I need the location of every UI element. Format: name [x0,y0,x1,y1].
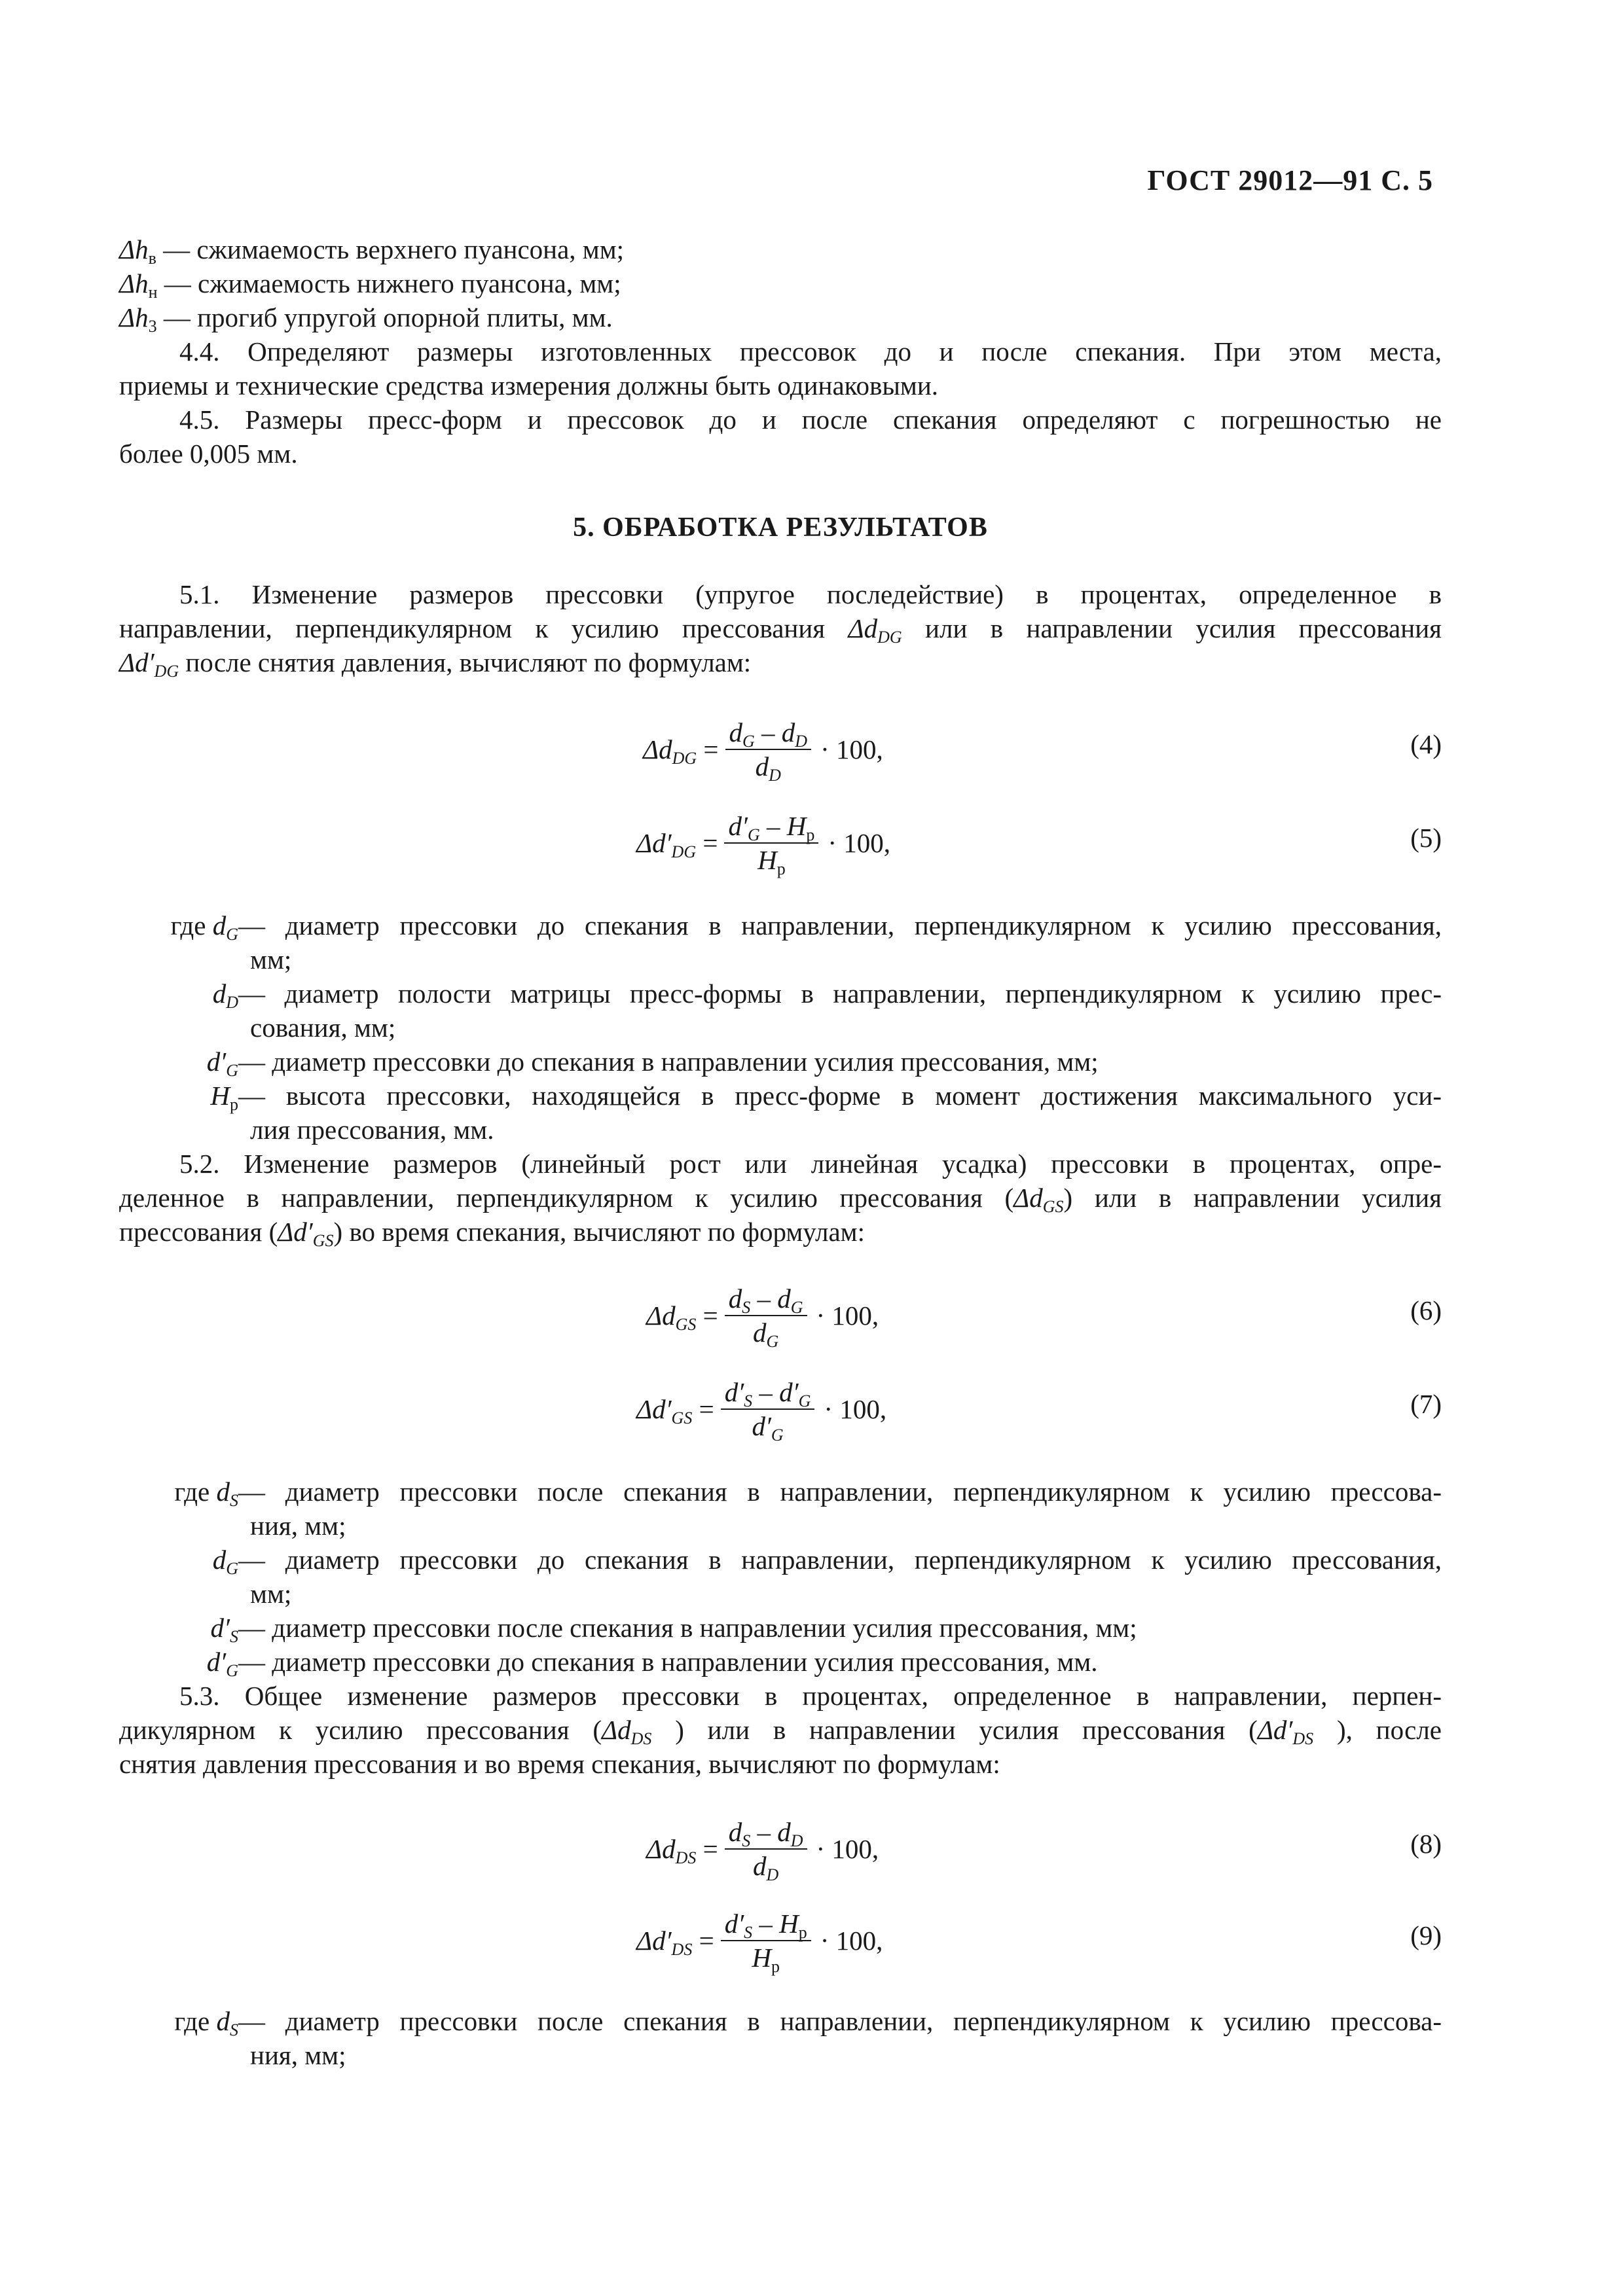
subscript: G [742,732,755,751]
symbol: d [729,717,743,747]
subscript: DG [672,749,697,768]
text: после снятия давления, вычисляют по формулам: [179,647,752,677]
text: ), после [1313,1715,1442,1745]
def-continuation: ния, мм; [250,1511,346,1541]
symbol: Δd′ [1257,1715,1293,1745]
subscript: 3 [148,317,157,336]
multiplier: · 100, [816,1300,879,1331]
symbol: d [752,1318,767,1348]
paragraph-5-1 [119,577,1442,679]
symbol: Δd [602,1715,631,1745]
def-symbol [119,908,238,942]
symbol: Δh [119,302,149,332]
symbol: Δd′ [636,1926,672,1956]
def-text: — прогиб упругой опорной плиты, мм. [156,302,613,332]
def-Hp [119,1079,1442,1113]
text: ) во время спекания, вычисляют по формулам: [333,1217,865,1247]
symbol: Δh [119,234,149,264]
symbol: d [777,1817,791,1847]
symbol: d [728,1817,742,1847]
denominator [748,1941,784,1976]
formula-number: (6) [1410,1295,1442,1325]
formula-number: (8) [1410,1829,1442,1859]
denominator [749,1316,782,1351]
def-dS-prime [119,1611,1442,1645]
formula-7 [119,1370,1442,1448]
symbol: Δd′ [278,1217,313,1247]
subscript: р [771,1957,780,1976]
def-symbol [119,1475,238,1509]
p52-line2 [119,1181,1442,1215]
symbol: Δd [646,1834,676,1864]
symbol: d [216,2006,230,2036]
denominator [752,750,785,785]
text: ) или в направлении усилия прессования ( [651,1715,1258,1745]
section-title: 5. ОБРАБОТКА РЕЗУЛЬТАТОВ [573,512,988,543]
symbol: H [210,1081,230,1111]
def-text: — сжимаемость верхнего пуансона, мм; [156,234,625,264]
def-text: — высота прессовки, находящейся в пресс-форме в момент достижения максимального уси- [238,1081,1442,1111]
multiplier: · 100, [816,1834,879,1864]
symbol: Δd [646,1300,676,1331]
multiplier: · 100, [828,828,890,858]
formula-body [643,710,883,789]
symbol: d [755,751,769,781]
where-word: где [174,2006,217,2036]
symbol: Δh [119,268,149,298]
subscript: р [776,859,786,878]
symbol: d′ [206,1047,227,1077]
def-text: — диаметр прессовки после спекания в направлении, перпендикулярном к усилию прессова- [238,2006,1442,2036]
numerator: $d'_S - d'_G$ [721,1377,815,1410]
def-dD [119,977,1442,1011]
def-dG-prime [119,1645,1442,1679]
subscript: D [769,766,781,785]
text: направлении, перпендикулярном к усилию прессования [119,613,848,643]
subscript: DS [630,1729,652,1748]
formula-number: (4) [1410,729,1442,759]
def-continuation: сования, мм; [250,1013,396,1043]
symbol: d [212,978,227,1009]
def-dG [119,1543,1442,1577]
fraction [724,811,818,878]
symbol: d [728,1283,742,1314]
denominator [748,1410,787,1444]
subscript: G [226,925,238,944]
top-definitions [119,232,1442,471]
text: ) или в направлении усилия [1063,1183,1442,1213]
def-symbol [119,1543,238,1577]
paragraph-4-5-line2: более 0,005 мм. [119,439,298,469]
def-continuation: мм; [250,944,292,975]
symbol: d [777,1283,791,1314]
fraction [725,717,812,785]
paragraph-5-2 [119,1147,1442,1249]
symbol: d′ [752,1411,771,1441]
definitions-5-1 [119,908,1442,1147]
subscript: G [226,1661,238,1680]
multiplier: · 100, [824,1394,887,1424]
def-dh-n [119,266,1442,300]
formula-body [636,1901,883,1980]
symbol: Δd′ [636,828,672,858]
formula-4 [119,710,1442,789]
formula-lhs: $\Delta d_{GS}$ = [646,1300,718,1334]
symbol: H [779,1909,799,1939]
where-word: где [174,1477,217,1507]
subscript: G [226,1061,238,1080]
subscript: S [230,1491,238,1510]
p51-line3 [119,645,1442,679]
symbol: Δd′ [636,1394,672,1424]
numerator: $d'_S - H_р$ [721,1909,811,1941]
subscript: G [790,1298,803,1317]
symbol: d [781,717,795,747]
def-symbol [119,1045,238,1079]
subscript: DS [671,1940,693,1959]
subscript: S [230,2020,238,2039]
def-symbol [119,1079,238,1113]
subscript: р [230,1095,238,1114]
paragraph-4-4-line2: приемы и технические средства измерения должны быть одинаковыми. [119,370,939,401]
subscript: DS [675,1848,697,1867]
def-dS [119,1475,1442,1509]
formula-body [646,1276,879,1355]
p53-line1: 5.3. Общее изменение размеров прессовки в процентах, определенное в направлении, перпен- [179,1681,1442,1711]
def-dh-v [119,232,1442,266]
def-text: — диаметр прессовки до спекания в направлении усилия прессования, мм. [238,1647,1098,1677]
multiplier: · 100, [820,1926,883,1956]
symbol: d′ [724,1377,744,1407]
def-symbol [119,2004,238,2038]
symbol: H [757,845,777,875]
def-text: — диаметр прессовки после спекания в направлении усилия прессования, мм; [238,1613,1137,1643]
subscript: DG [877,628,902,647]
formula-5 [119,804,1442,882]
formula-number: (5) [1410,823,1442,853]
subscript: н [148,283,158,302]
denominator [754,844,790,878]
symbol: d′ [728,811,748,841]
denominator [749,1850,782,1884]
subscript: S [742,1298,751,1317]
formula-lhs: $\Delta d_{DS}$ = [646,1834,718,1867]
def-text: — сжимаемость нижнего пуансона, мм; [157,268,621,298]
formula-body [646,1810,879,1888]
def-symbol [119,977,238,1011]
symbol: H [752,1943,772,1973]
def-dS [119,2004,1442,2038]
definitions-5-3 [119,2004,1442,2072]
def-text: — диаметр прессовки после спекания в направлении, перпендикулярном к усилию прессова- [238,1477,1442,1507]
symbol: d [216,1477,230,1507]
numerator: $d'_G - H_р$ [724,811,818,844]
subscript: G [766,1332,779,1351]
formula-8 [119,1810,1442,1888]
def-dG-prime [119,1045,1442,1079]
formula-lhs: $\Delta d'_{GS}$ = [636,1394,714,1427]
paragraph-4-4-line1: 4.4. Определяют размеры изготовленных прессовок до и после спекания. При этом места, [179,336,1442,367]
subscript: GS [312,1231,334,1250]
fraction [721,1377,815,1444]
symbol: d′ [206,1647,227,1677]
def-dh-3 [119,300,1442,334]
subscript: GS [675,1315,697,1334]
symbol: H [786,811,807,841]
def-text: — диаметр прессовки до спекания в направлении усилия прессования, мм; [238,1047,1099,1077]
p52-line1: 5.2. Изменение размеров (линейный рост или линейная усадка) прессовки в процентах, опре- [179,1149,1442,1179]
formula-6 [119,1276,1442,1355]
subscript: D [795,732,808,751]
numerator: $d_G - d_D$ [725,717,812,750]
formula-lhs: $\Delta d'_{DS}$ = [636,1926,714,1959]
subscript: р [806,825,815,844]
symbol: Δd [643,734,672,764]
subscript: р [798,1923,807,1942]
def-symbol [119,1645,238,1679]
formula-number: (7) [1410,1389,1442,1419]
numerator: $d_S - d_G$ [725,1283,807,1316]
subscript: G [798,1391,811,1410]
subscript: S [742,1831,751,1850]
def-continuation: ния, мм; [250,2040,346,2070]
fraction [725,1283,807,1351]
subscript: G [771,1426,784,1444]
subscript: GS [1042,1197,1064,1216]
formula-body [636,804,890,882]
symbol: Δd′ [119,647,155,677]
formula-body [636,1370,886,1448]
p51-line2 [119,611,1442,645]
symbol: d′ [779,1377,799,1407]
subscript: в [148,249,156,268]
def-continuation: мм; [250,1579,292,1609]
subscript: DG [154,662,179,681]
symbol: d [212,910,227,941]
def-text: — диаметр полости матрицы пресс-формы в направлении, перпендикулярном к усилию прес- [238,978,1442,1009]
text: или в направлении усилия прессования [902,613,1442,643]
p52-line3 [119,1215,1442,1249]
definitions-5-2 [119,1475,1442,1679]
def-text: — диаметр прессовки до спекания в направлении, перпендикулярном к усилию прессования, [238,910,1442,941]
paragraph-5-3 [119,1679,1442,1781]
def-dG [119,908,1442,942]
subscript: G [226,1559,238,1578]
symbol: d′ [724,1909,744,1939]
subscript: GS [671,1408,693,1427]
paragraph-4-5-line1: 4.5. Размеры пресс-форм и прессовок до и после спекания определяют с погрешностью не [179,404,1442,435]
text: прессования ( [119,1217,278,1247]
subscript: S [744,1923,753,1942]
text: деленное в направлении, перпендикулярном к усилию прессования ( [119,1183,1014,1213]
def-continuation: лия прессования, мм. [250,1115,494,1145]
subscript: D [790,1831,803,1850]
fraction [725,1817,807,1884]
fraction [721,1909,811,1976]
text: дикулярном к усилию прессования ( [119,1715,602,1745]
symbol: d′ [210,1613,230,1643]
where-word: где [170,910,213,941]
symbol: d [212,1545,227,1575]
formula-lhs: $\Delta d'_{DG}$ = [636,828,718,861]
formula-number: (9) [1410,1920,1442,1950]
formula-lhs: $\Delta d_{DG}$ = [643,734,719,768]
multiplier: · 100, [820,734,883,764]
def-text: — диаметр прессовки до спекания в направлении, перпендикулярном к усилию прессования, [238,1545,1442,1575]
p51-line1: 5.1. Изменение размеров прессовки (упругое последействие) в процентах, определенное в [179,579,1442,609]
symbol: Δd [1013,1183,1043,1213]
formula-9 [119,1901,1442,1980]
subscript: S [230,1627,238,1646]
symbol: d [752,1851,767,1881]
page-header: ГОСТ 29012—91 С. 5 [1147,164,1433,196]
numerator: $d_S - d_D$ [725,1817,807,1850]
def-symbol [119,1611,238,1645]
subscript: D [226,993,238,1012]
subscript: G [747,825,760,844]
p53-line3: снятия давления прессования и во время спекания, вычисляют по формулам: [119,1749,1000,1779]
subscript: S [744,1391,753,1410]
p53-line2 [119,1713,1442,1747]
subscript: DS [1292,1729,1314,1748]
subscript: D [766,1865,779,1884]
subscript: DG [671,842,697,861]
symbol: Δd [848,613,878,643]
